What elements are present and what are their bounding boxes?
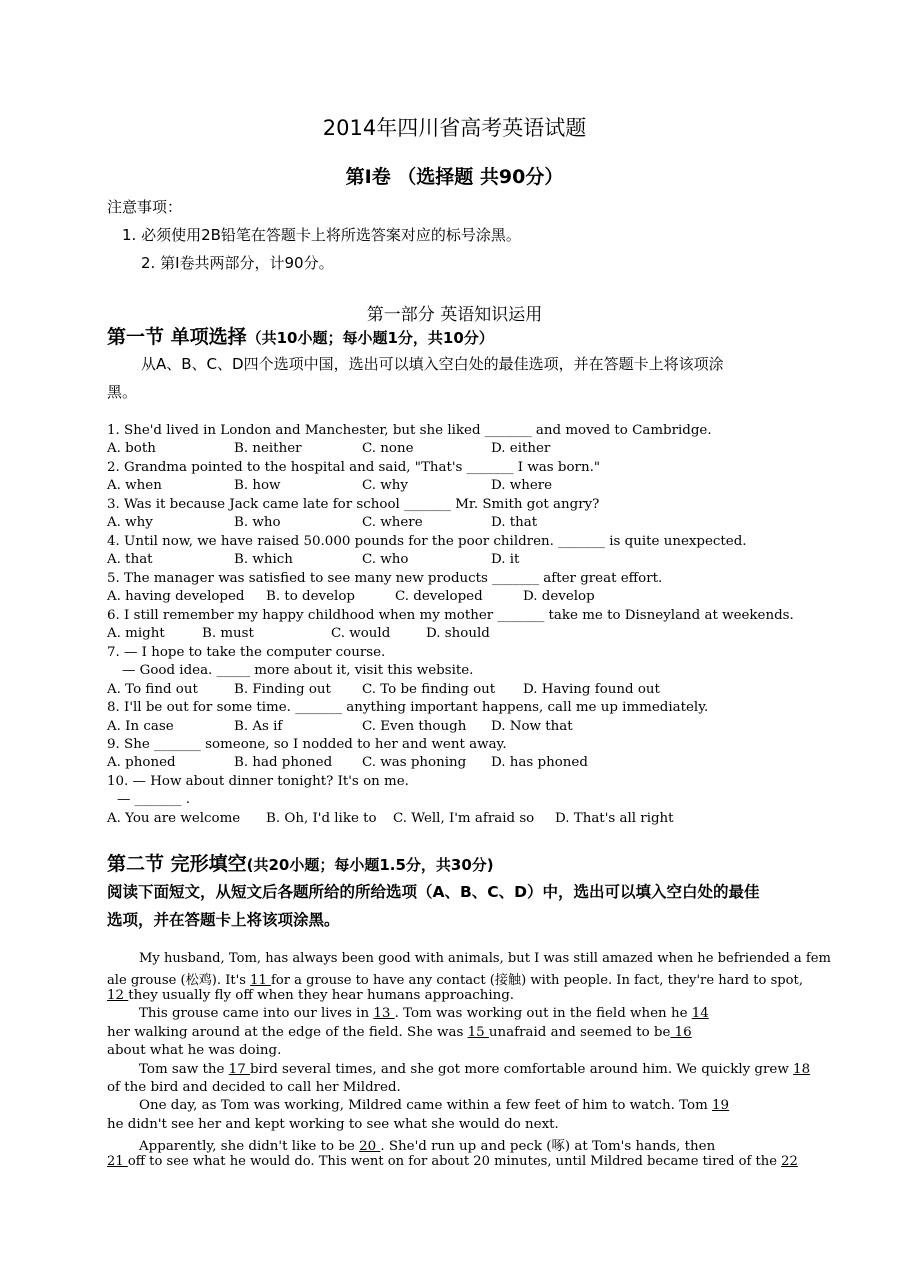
section-scoring: (共20小题；每小题1.5分，共30分) bbox=[246, 856, 494, 874]
passage-line: ale grouse (松鸡). It's 11 for a grouse to have any contact (接触) with people. In fact, they're hard to spot, bbox=[107, 973, 803, 988]
blank-22: 22 bbox=[781, 1154, 798, 1169]
blank-14: 14 bbox=[691, 1006, 709, 1021]
passage-line: Tom saw the 17 bird several times, and she got more comfortable around him. We quickly grew 18 bbox=[139, 1062, 811, 1077]
section-title: 第二节 完形填空 bbox=[107, 853, 247, 875]
option: A. having developed bbox=[107, 589, 245, 604]
option: C. would bbox=[331, 626, 391, 641]
option: A. phoned bbox=[107, 755, 176, 770]
option: A. both bbox=[107, 441, 156, 456]
option: A. when bbox=[107, 478, 162, 493]
passage-line: Apparently, she didn't like to be 20 . She'd run up and peck (啄) at Tom's hands, then bbox=[139, 1139, 716, 1154]
option: D. should bbox=[426, 626, 490, 641]
option: D. develop bbox=[523, 589, 595, 604]
section-instruction: 从A、B、C、D四个选项中国，选出可以填入空白处的最佳选项，并在答题卡上将该项涂 bbox=[141, 355, 724, 373]
question-stem-reply: — _______ . bbox=[117, 792, 191, 807]
question-stem: 2. Grandma pointed to the hospital and said, "That's _______ I was born." bbox=[107, 460, 600, 475]
passage-line: My husband, Tom, has always been good with animals, but I was still amazed when he befriended a fem bbox=[139, 951, 831, 966]
option: C. Even though bbox=[362, 719, 467, 734]
question-stem: 1. She'd lived in London and Manchester, but she liked _______ and moved to Cambridge. bbox=[107, 423, 712, 438]
option: A. You are welcome bbox=[107, 811, 241, 826]
blank-15: 15 bbox=[467, 1025, 489, 1040]
note-item: 2. 第Ⅰ卷共两部分，计90分。 bbox=[141, 254, 334, 272]
blank-17: 17 bbox=[228, 1062, 250, 1077]
question-stem: 10. — How about dinner tonight? It's on me. bbox=[107, 774, 409, 789]
option: C. who bbox=[362, 552, 409, 567]
passage-line: he didn't see her and kept working to see what she would do next. bbox=[107, 1117, 559, 1132]
option: B. which bbox=[234, 552, 293, 567]
option: A. why bbox=[107, 515, 153, 530]
question-stem: 3. Was it because Jack came late for school _______ Mr. Smith got angry? bbox=[107, 497, 600, 512]
passage-line: of the bird and decided to call her Mildred. bbox=[107, 1080, 401, 1095]
option: B. Oh, I'd like to bbox=[266, 811, 377, 826]
blank-21: 21 bbox=[107, 1154, 128, 1169]
blank-18: 18 bbox=[793, 1062, 811, 1077]
option: B. to develop bbox=[266, 589, 355, 604]
section-title: 第一节 单项选择 bbox=[107, 326, 247, 348]
blank-11: 11 bbox=[250, 973, 271, 988]
question-stem: 9. She _______ someone, so I nodded to her and went away. bbox=[107, 737, 507, 752]
option: A. might bbox=[107, 626, 165, 641]
passage-line: 12 they usually fly off when they hear humans approaching. bbox=[107, 988, 515, 1003]
blank-19: 19 bbox=[712, 1098, 730, 1113]
question-stem: 7. — I hope to take the computer course. bbox=[107, 645, 386, 660]
option: B. who bbox=[234, 515, 281, 530]
option: D. where bbox=[491, 478, 553, 493]
section-instruction: 阅读下面短文，从短文后各题所给的所给选项（A、B、C、D）中，选出可以填入空白处的最佳 bbox=[107, 883, 760, 901]
option: C. developed bbox=[395, 589, 483, 604]
note-item: 1. 必须使用2B铅笔在答题卡上将所选答案对应的标号涂黑。 bbox=[122, 226, 521, 244]
option: A. To find out bbox=[107, 682, 198, 697]
option: D. Now that bbox=[491, 719, 573, 734]
blank-12: 12 bbox=[107, 988, 129, 1003]
option: D. that bbox=[491, 515, 538, 530]
option: B. how bbox=[234, 478, 281, 493]
option: C. where bbox=[362, 515, 423, 530]
passage-line: her walking around at the edge of the field. She was 15 unafraid and seemed to be 16 bbox=[107, 1025, 692, 1040]
passage-line: 21 off to see what he would do. This went on for about 20 minutes, until Mildred became tired of the 22 bbox=[107, 1154, 798, 1169]
option: D. it bbox=[491, 552, 520, 567]
paper-subtitle: 第Ⅰ卷 （选择题 共90分） bbox=[345, 166, 564, 188]
option: C. was phoning bbox=[362, 755, 467, 770]
question-stem: 8. I'll be out for some time. _______ anything important happens, call me up immediately. bbox=[107, 700, 709, 715]
question-stem: 6. I still remember my happy childhood when my mother _______ take me to Disneyland at weekends. bbox=[107, 608, 794, 623]
part-title: 第一部分 英语知识运用 bbox=[366, 305, 543, 325]
section-instruction: 黑。 bbox=[107, 383, 138, 401]
option: D. has phoned bbox=[491, 755, 588, 770]
option: A. In case bbox=[107, 719, 174, 734]
option: B. had phoned bbox=[234, 755, 333, 770]
passage-line: One day, as Tom was working, Mildred came within a few feet of him to watch. Tom 19 bbox=[139, 1098, 730, 1113]
section-scoring: （共10小题；每小题1分，共10分） bbox=[246, 329, 494, 347]
option: C. Well, I'm afraid so bbox=[393, 811, 535, 826]
option: B. neither bbox=[234, 441, 302, 456]
section-instruction: 选项，并在答题卡上将该项涂黑。 bbox=[107, 911, 340, 929]
option: D. Having found out bbox=[523, 682, 660, 697]
blank-16: 16 bbox=[670, 1025, 692, 1040]
option: A. that bbox=[107, 552, 153, 567]
option: B. As if bbox=[234, 719, 283, 734]
option: B. Finding out bbox=[234, 682, 331, 697]
option: C. why bbox=[362, 478, 408, 493]
option: D. either bbox=[491, 441, 551, 456]
blank-20: 20 bbox=[359, 1139, 381, 1154]
question-stem: 5. The manager was satisfied to see many new products _______ after great effort. bbox=[107, 571, 663, 586]
notes-label: 注意事项： bbox=[107, 198, 183, 216]
passage-line: This grouse came into our lives in 13 . Tom was working out in the field when he 14 bbox=[139, 1006, 709, 1021]
passage-line: about what he was doing. bbox=[107, 1043, 282, 1058]
section-heading bbox=[107, 849, 494, 876]
section-heading bbox=[107, 322, 494, 349]
option: C. To be finding out bbox=[362, 682, 496, 697]
page-title: 2014年四川省高考英语试题 bbox=[322, 116, 587, 140]
option: B. must bbox=[202, 626, 254, 641]
question-stem: 4. Until now, we have raised 50.000 pounds for the poor children. _______ is quite unexpected. bbox=[107, 534, 747, 549]
blank-13: 13 bbox=[373, 1006, 395, 1021]
question-stem-reply: — Good idea. _____ more about it, visit this website. bbox=[122, 663, 474, 678]
option: D. That's all right bbox=[555, 811, 674, 826]
option: C. none bbox=[362, 441, 414, 456]
